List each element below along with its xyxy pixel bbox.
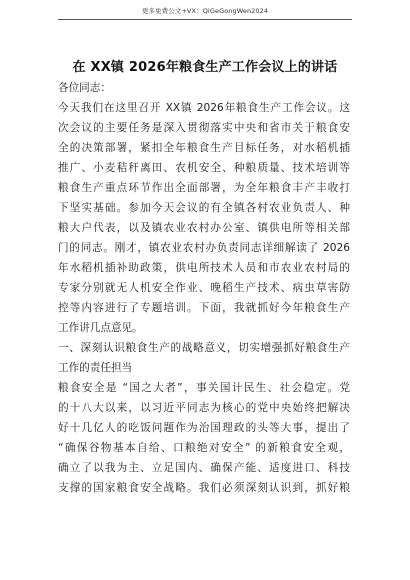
text-line: 专家分别就无人机安全作业、晚稻生产技术、病虫草害防 xyxy=(58,282,350,294)
salutation: 各位同志： xyxy=(58,82,111,94)
text-line: 粮大户代表，以及镇农业农村办公室、镇供电所等相关部 xyxy=(58,222,350,234)
text-line: 下坚实基础。参加今天会议的有全镇各村农业负责人、种 xyxy=(58,202,350,214)
text-line: 推广、小麦秸秆离田、农机安全、种粮质量、技术培训等 xyxy=(58,162,350,174)
header-note: 更多免费公文+VX：QiGeGongWen2024 xyxy=(141,7,269,15)
text-line: 好十几亿人的吃饭问题作为治国理政的头等大事，提出了 xyxy=(58,422,350,434)
header-divider xyxy=(58,19,352,20)
text-line: 今天我们在这里召开 XX镇 2026年粮食生产工作会议。这 xyxy=(58,102,350,114)
text-line: 工作讲几点意见。 xyxy=(58,322,143,334)
text-line: 粮食安全是 “国之大者”，事关国计民生、社会稳定。党 xyxy=(58,382,350,394)
text-line: 年水稻机插补助政策，供电所技术人员和市农业农村局的 xyxy=(58,262,350,274)
document-body xyxy=(58,78,350,498)
text-line: 确立了以我为主、立足国内、确保产能、适度进口、科技 xyxy=(58,462,350,474)
text-line: 支撑的国家粮食安全战略。我们必须深刻认识到，抓好粮 xyxy=(58,482,350,494)
text-line: 粮食生产重点环节作出全面部署，为全年粮食丰产丰收打 xyxy=(58,182,350,194)
text-line: 门的同志。刚才，镇农业农村办负责同志详细解读了 2026 xyxy=(58,242,350,254)
heading-line: 一、深刻认识粮食生产的战略意义，切实增强抓好粮食生产 xyxy=(58,342,350,354)
document-title: 在 XX镇 2026年粮食生产工作会议上的讲话 xyxy=(72,60,338,75)
text-line: 的十八大以来，以习近平同志为核心的党中央始终把解决 xyxy=(58,402,350,414)
text-line: 次会议的主要任务是深入贯彻落实中央和省市关于粮食安 xyxy=(58,122,350,134)
section-heading xyxy=(58,338,350,378)
heading-line: 工作的责任担当 xyxy=(58,362,133,374)
paragraph-intro xyxy=(58,98,350,338)
text-line: “确保谷物基本自给、口粮绝对安全” 的新粮食安全观， xyxy=(58,442,350,454)
paragraph-food-security xyxy=(58,378,350,498)
text-line: 全的决策部署，紧扣全年粮食生产目标任务，对水稻机插 xyxy=(58,142,350,154)
text-line: 控等内容进行了专题培训。下面，我就抓好今年粮食生产 xyxy=(58,302,350,314)
